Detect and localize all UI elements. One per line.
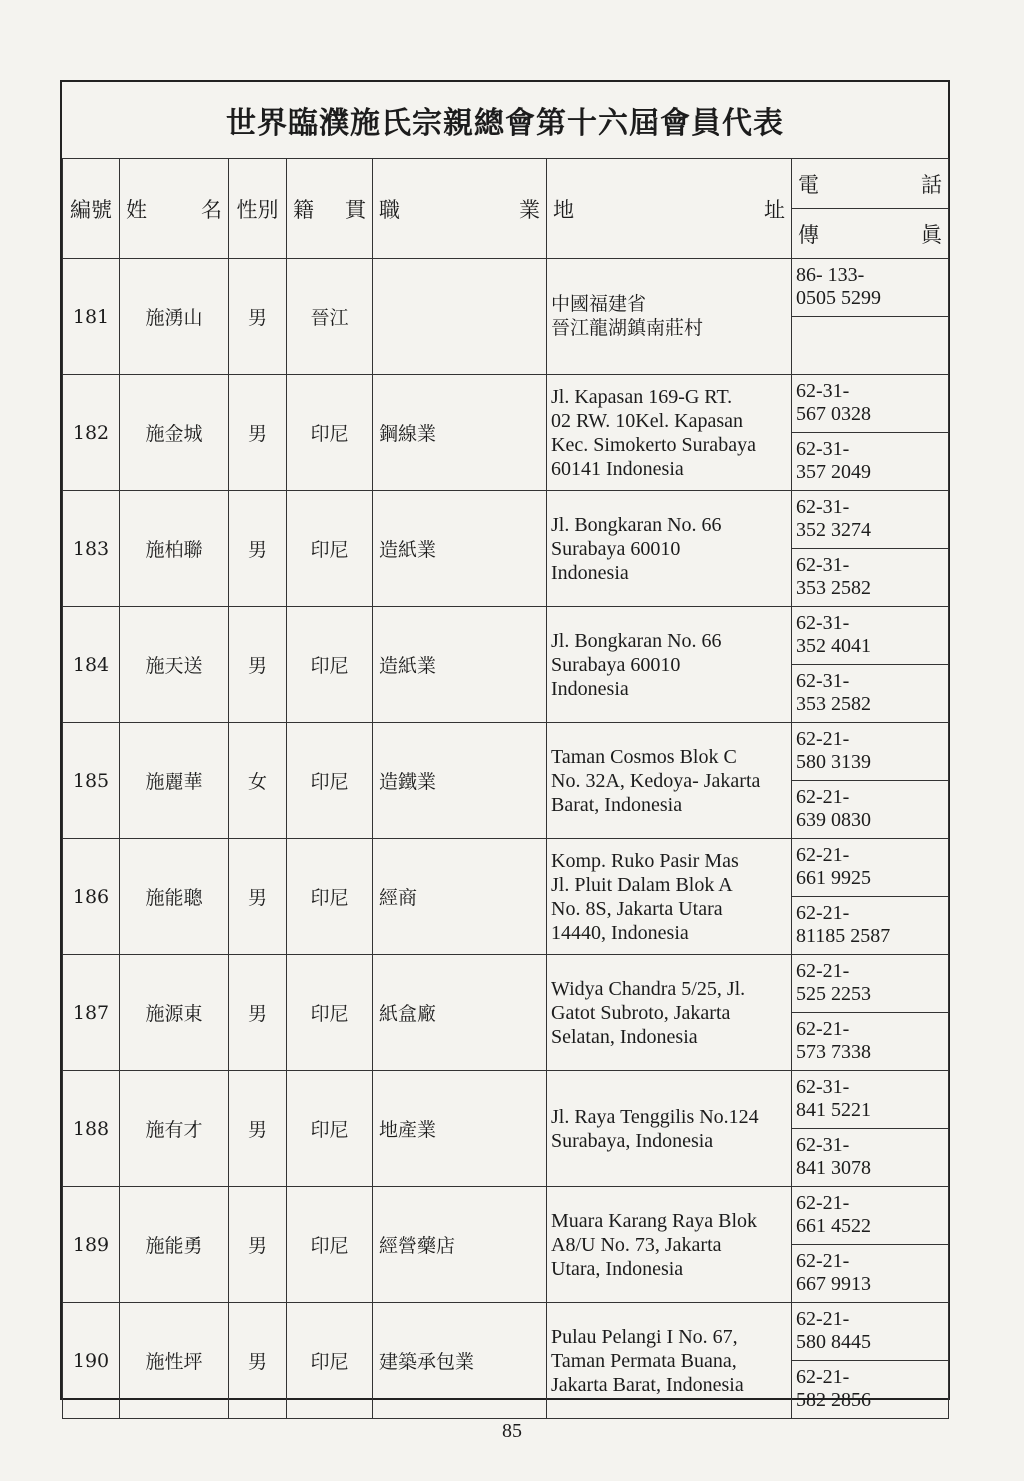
member-fax [792,433,949,491]
member-phone [792,375,949,433]
member-fax [792,897,949,955]
member-address [547,607,792,723]
fax-line: 582 2856 [796,1389,871,1411]
phone-line: 580 3139 [796,751,871,773]
page-title: 世界臨濮施氏宗親總會第十六屆會員代表 [226,106,784,141]
member-name: 施能勇 [120,1187,229,1303]
address-line: Jl. Bongkaran No. 66 [551,513,722,536]
fax-line: 62-31- [796,554,850,576]
member-name: 施能聰 [120,839,229,955]
phone-line: 352 3274 [796,519,871,541]
address-line: Utara, Indonesia [551,1257,684,1280]
phone-line: 661 4522 [796,1215,871,1237]
address-line: Widya Chandra 5/25, Jl. [551,977,746,1000]
member-occupation: 建築承包業 [373,1303,547,1419]
table-row [63,955,949,1013]
member-address [547,1071,792,1187]
member-no: 186 [63,839,120,955]
fax-line: 81185 2587 [796,925,891,947]
member-occupation: 經商 [373,839,547,955]
page-number: 85 [502,1420,522,1442]
member-gender: 男 [229,375,287,491]
table-row [63,259,949,317]
fax-line: 639 0830 [796,809,871,831]
address-line: Taman Cosmos Blok C [551,745,737,768]
member-no: 188 [63,1071,120,1187]
address-line: Surabaya 60010 [551,653,681,676]
member-fax [792,1245,949,1303]
address-line: 中國福建省 [551,293,647,315]
phone-line: 62-21- [796,960,850,982]
fax-line: 62-21- [796,786,850,808]
header-fax: 傳 眞 [792,209,949,259]
member-address [547,1187,792,1303]
member-address [547,723,792,839]
address-line: Kec. Simokerto Surabaya [551,433,756,456]
table-row [63,607,949,665]
member-phone [792,491,949,549]
member-gender: 男 [229,839,287,955]
member-origin: 印尼 [287,955,373,1071]
address-line: 晉江龍湖鎮南莊村 [551,317,704,339]
table-row [63,839,949,897]
member-origin: 印尼 [287,723,373,839]
address-line: Jl. Pluit Dalam Blok A [551,873,733,896]
phone-line: 62-21- [796,728,850,750]
table-row [63,1303,949,1361]
member-no: 183 [63,491,120,607]
header-phone: 電 話 [792,159,949,209]
member-fax [792,1129,949,1187]
phone-line: 661 9925 [796,867,871,889]
address-line: Jakarta Barat, Indonesia [551,1373,744,1396]
member-phone [792,723,949,781]
phone-line: 352 4041 [796,635,871,657]
phone-line: 62-21- [796,1192,850,1214]
header-origin: 籍 貫 [287,159,373,259]
member-fax [792,781,949,839]
member-gender: 男 [229,1187,287,1303]
member-phone [792,607,949,665]
member-gender: 男 [229,491,287,607]
fax-line: 62-21- [796,1018,850,1040]
phone-line: 62-31- [796,496,850,518]
member-origin: 印尼 [287,1071,373,1187]
fax-line: 62-21- [796,1366,850,1388]
phone-line: 86- 133- [796,264,865,286]
phone-line: 0505 5299 [796,287,881,309]
phone-line: 62-31- [796,1076,850,1098]
member-address [547,259,792,375]
header-name: 姓 名 [120,159,229,259]
member-name: 施性坪 [120,1303,229,1419]
member-origin: 印尼 [287,491,373,607]
phone-line: 62-31- [796,380,850,402]
member-phone [792,1071,949,1129]
member-no: 190 [63,1303,120,1419]
table-row [63,491,949,549]
fax-line: 62-31- [796,1134,850,1156]
member-address [547,839,792,955]
header-row [63,159,949,209]
member-gender: 男 [229,1303,287,1419]
member-occupation [373,259,547,375]
fax-line: 353 2582 [796,693,871,715]
fax-line: 841 3078 [796,1157,871,1179]
phone-line: 525 2253 [796,983,871,1005]
member-occupation: 造紙業 [373,491,547,607]
member-address [547,491,792,607]
member-phone [792,839,949,897]
member-origin: 印尼 [287,375,373,491]
phone-line: 841 5221 [796,1099,871,1121]
member-no: 187 [63,955,120,1071]
address-line: A8/U No. 73, Jakarta [551,1233,722,1256]
fax-line: 62-31- [796,670,850,692]
fax-line: 62-21- [796,902,850,924]
member-phone [792,955,949,1013]
member-gender: 女 [229,723,287,839]
address-line: Jl. Kapasan 169-G RT. [551,385,733,408]
phone-line: 62-21- [796,1308,850,1330]
phone-line: 567 0328 [796,403,871,425]
fax-line: 667 9913 [796,1273,871,1295]
member-name: 施金城 [120,375,229,491]
member-origin: 印尼 [287,1187,373,1303]
member-name: 施天送 [120,607,229,723]
table-frame [60,80,950,1411]
member-no: 189 [63,1187,120,1303]
member-name: 施源東 [120,955,229,1071]
member-gender: 男 [229,955,287,1071]
phone-line: 62-21- [796,844,850,866]
member-fax [792,665,949,723]
fax-line: 62-31- [796,438,850,460]
address-line: Selatan, Indonesia [551,1025,698,1048]
fax-line: 357 2049 [796,461,871,483]
member-phone [792,1303,949,1361]
member-occupation: 經營藥店 [373,1187,547,1303]
address-line: Taman Permata Buana, [551,1349,737,1372]
member-fax [792,1013,949,1071]
member-fax [792,1361,949,1419]
fax-line: 573 7338 [796,1041,871,1063]
member-name: 施柏聯 [120,491,229,607]
member-name: 施麗華 [120,723,229,839]
member-no: 182 [63,375,120,491]
address-line: Jl. Raya Tenggilis No.124 [551,1105,759,1128]
fax-line: 62-21- [796,1250,850,1272]
header-no: 編號 [63,159,120,259]
address-line: Muara Karang Raya Blok [551,1209,758,1232]
header-address: 地 址 [547,159,792,259]
member-origin: 印尼 [287,839,373,955]
member-origin: 晉江 [287,259,373,375]
member-occupation: 紙盒廠 [373,955,547,1071]
member-no: 181 [63,259,120,375]
address-line: Indonesia [551,677,629,700]
member-gender: 男 [229,1071,287,1187]
member-gender: 男 [229,259,287,375]
table-row [63,375,949,433]
member-fax [792,549,949,607]
address-line: No. 8S, Jakarta Utara [551,897,723,920]
member-address [547,955,792,1071]
table-row [63,723,949,781]
phone-line: 62-31- [796,612,850,634]
member-fax [792,317,949,375]
member-origin: 印尼 [287,607,373,723]
member-gender: 男 [229,607,287,723]
address-line: Pulau Pelangi I No. 67, [551,1325,738,1348]
address-line: Surabaya, Indonesia [551,1129,714,1152]
member-origin: 印尼 [287,1303,373,1419]
header-gender: 性別 [229,159,287,259]
member-phone [792,1187,949,1245]
address-line: Barat, Indonesia [551,793,683,816]
member-address [547,375,792,491]
member-address [547,1303,792,1419]
address-line: Komp. Ruko Pasir Mas [551,849,739,872]
address-line: Jl. Bongkaran No. 66 [551,629,722,652]
table-row [63,1187,949,1245]
address-line: Gatot Subroto, Jakarta [551,1001,731,1024]
address-line: 14440, Indonesia [551,921,689,944]
member-table [62,158,949,1419]
table-row [63,1071,949,1129]
member-phone [792,259,949,317]
fax-line: 353 2582 [796,577,871,599]
address-line: 02 RW. 10Kel. Kapasan [551,409,744,432]
member-occupation: 造紙業 [373,607,547,723]
member-name: 施有才 [120,1071,229,1187]
member-occupation: 鋼線業 [373,375,547,491]
phone-line: 580 8445 [796,1331,871,1353]
header-occupation: 職 業 [373,159,547,259]
member-no: 185 [63,723,120,839]
address-line: 60141 Indonesia [551,457,684,480]
member-name: 施湧山 [120,259,229,375]
member-occupation: 地產業 [373,1071,547,1187]
address-line: Indonesia [551,561,629,584]
member-no: 184 [63,607,120,723]
address-line: Surabaya 60010 [551,537,681,560]
address-line: No. 32A, Kedoya- Jakarta [551,769,761,792]
member-occupation: 造鐵業 [373,723,547,839]
